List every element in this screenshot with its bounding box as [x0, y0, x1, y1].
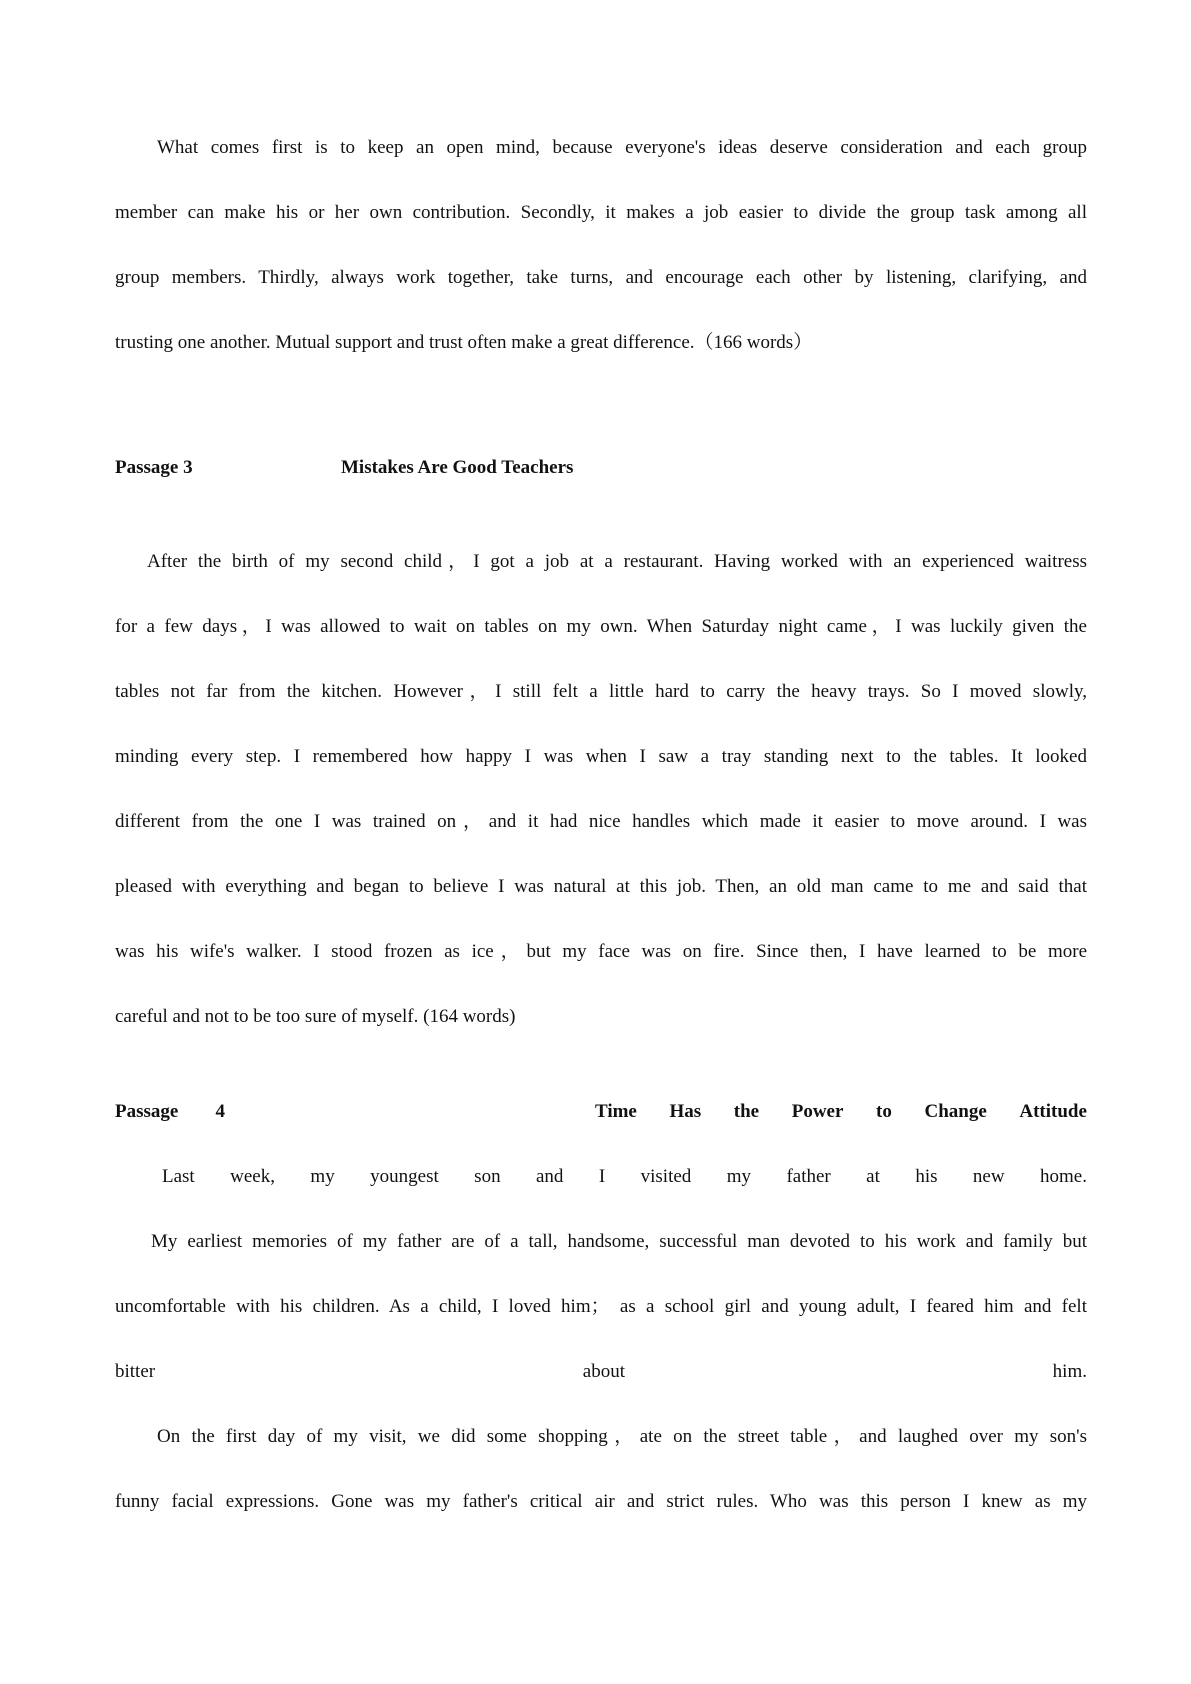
title-word: Has [669, 1101, 702, 1122]
passage-label-number: 4 [215, 1101, 225, 1122]
title-word: the [733, 1101, 760, 1122]
paragraph-line: After the birth of my second child，I got a job at a restaurant. Having worked with an experienced waitress [147, 551, 1087, 572]
paragraph-line: for a few days，I was allowed to wait on tables on my own. When Saturday night came，I was luckily given the [115, 616, 1087, 637]
title-word: Change [924, 1101, 987, 1122]
passage4-heading [115, 1100, 1087, 1124]
title-word: to [876, 1101, 892, 1122]
passage-label-word: Passage [115, 1101, 179, 1122]
title-word: Time [595, 1101, 637, 1122]
paragraph-line: member can make his or her own contribution. Secondly, it makes a job easier to divide the group task among all [115, 202, 1087, 223]
paragraph-line: careful and not to be too sure of myself. (164 words) [115, 1006, 516, 1027]
title-word: Power [791, 1101, 844, 1122]
title-word: Attitude [1019, 1101, 1087, 1122]
paragraph-line: was his wife's walker. I stood frozen as ice，but my face was on fire. Since then, I have learned to be more [115, 941, 1087, 962]
paragraph-line: Last week, my youngest son and I visited my father at his new home. [162, 1166, 1087, 1187]
paragraph-line: minding every step. I remembered how happy I was when I saw a tray standing next to the tables. It looked [115, 746, 1087, 767]
passage-label [115, 1100, 225, 1124]
paragraph-line: trusting one another. Mutual support and trust often make a great difference.（166 words） [115, 332, 813, 353]
paragraph-line: My earliest memories of my father are of a tall, handsome, successful man devoted to his work and family but [151, 1231, 1087, 1252]
paragraph-line: uncomfortable with his children. As a child, I loved him； as a school girl and young adult, I feared him and felt [115, 1296, 1087, 1317]
paragraph-line: tables not far from the kitchen. However，I still felt a little hard to carry the heavy trays. So I moved slowly, [115, 681, 1087, 702]
paragraph-line: bitter about him. [115, 1361, 1087, 1382]
passage-label: Passage 3 [115, 457, 193, 478]
paragraph-line: On the first day of my visit, we did some shopping，ate on the street table，and laughed over my son's [157, 1426, 1087, 1447]
passage-title [595, 1100, 1087, 1124]
paragraph-line: funny facial expressions. Gone was my father's critical air and strict rules. Who was this person I knew as my [115, 1491, 1087, 1512]
paragraph-line: different from the one I was trained on，and it had nice handles which made it easier to move around. I was [115, 811, 1087, 832]
paragraph-line: group members. Thirdly, always work together, take turns, and encourage each other by listening, clarifying, and [115, 267, 1087, 288]
paragraph-line: What comes first is to keep an open mind, because everyone's ideas deserve consideration and each group [157, 137, 1087, 158]
passage-title: Mistakes Are Good Teachers [341, 457, 574, 478]
paragraph-line: pleased with everything and began to believe I was natural at this job. Then, an old man came to me and said that [115, 876, 1087, 897]
